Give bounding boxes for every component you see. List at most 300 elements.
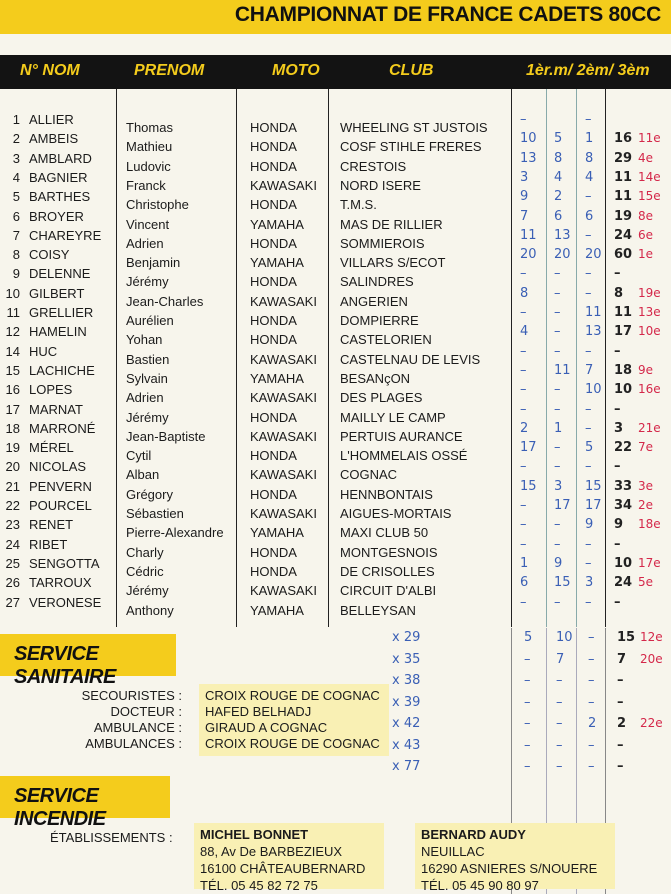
rider-number: 22 bbox=[5, 498, 20, 513]
result-manche-3: – bbox=[588, 694, 595, 710]
result-total: 24 bbox=[614, 227, 633, 243]
value-secouristes: CROIX ROUGE DE COGNAC bbox=[205, 688, 380, 703]
result-total: 19 bbox=[614, 208, 633, 224]
result-manche-3: 15 bbox=[585, 478, 602, 494]
service-incendie-title: SERVICE INCENDIE bbox=[14, 785, 106, 830]
label-etablissements: ÉTABLISSEMENTS : bbox=[50, 830, 173, 845]
result-manche-2: 2 bbox=[554, 189, 563, 205]
rider-club: CRESTOIS bbox=[340, 158, 407, 174]
result-manche-2: – bbox=[554, 517, 561, 533]
result-rank: 18e bbox=[638, 517, 661, 532]
result-total: 29 bbox=[614, 150, 633, 166]
rider-firstname: Thomas bbox=[126, 120, 173, 135]
result-manche-1: – bbox=[520, 401, 527, 417]
result-manche-2: 10 bbox=[556, 630, 573, 645]
rider-firstname: Jérémy bbox=[126, 409, 169, 425]
result-manche-2: – bbox=[554, 266, 561, 282]
rider-firstname: Vincent bbox=[126, 216, 170, 232]
result-rank: 3e bbox=[638, 478, 654, 493]
rider-number: 6 bbox=[12, 208, 20, 224]
result-rank: 14e bbox=[638, 169, 661, 184]
result-manche-3: 8 bbox=[585, 150, 594, 166]
result-manche-2: 1 bbox=[554, 420, 563, 436]
result-total: 11 bbox=[614, 169, 633, 185]
rider-firstname: Jean-Charles bbox=[126, 293, 204, 309]
result-manche-3: – bbox=[585, 189, 592, 205]
table-row bbox=[0, 478, 671, 502]
rider-number: 10 bbox=[5, 285, 20, 301]
result-total: 22 bbox=[614, 440, 633, 456]
table-row bbox=[0, 517, 671, 541]
result-manche-3: 4 bbox=[585, 169, 594, 185]
rider-moto: HONDA bbox=[250, 448, 297, 464]
rider-number: 7 bbox=[12, 227, 20, 243]
company-card bbox=[194, 823, 384, 893]
rider-moto: HONDA bbox=[250, 332, 297, 348]
result-manche-3: – bbox=[588, 759, 595, 774]
result-manche-1: – bbox=[520, 594, 527, 610]
result-manche-3: 11 bbox=[585, 305, 602, 320]
rider-club: MAS DE RILLIER bbox=[340, 216, 443, 232]
result-rank: 21e bbox=[638, 420, 661, 435]
result-total: 11 bbox=[614, 189, 633, 205]
result-total: 15 bbox=[617, 630, 636, 645]
result-total: 33 bbox=[614, 478, 633, 494]
result-manche-2: – bbox=[556, 716, 563, 731]
rider-firstname: Jérémy bbox=[126, 583, 169, 599]
rider-firstname: Christophe bbox=[126, 197, 189, 213]
rider-moto: HONDA bbox=[250, 313, 297, 328]
table-row bbox=[0, 630, 671, 649]
rider-club: DOMPIERRE bbox=[340, 313, 419, 328]
label-ambulances: AMBULANCES : bbox=[85, 736, 182, 751]
result-manche-2: 20 bbox=[554, 247, 571, 263]
result-manche-1: 1 bbox=[520, 555, 529, 571]
result-manche-3: – bbox=[585, 227, 592, 243]
table-row bbox=[0, 382, 671, 406]
rider-number: 26 bbox=[5, 575, 20, 591]
result-manche-2: – bbox=[556, 737, 563, 753]
result-rank: 8e bbox=[638, 208, 654, 223]
result-manche-3: – bbox=[585, 420, 592, 436]
result-total: 34 bbox=[614, 498, 633, 513]
result-manche-1: 4 bbox=[520, 324, 529, 340]
result-manche-3: – bbox=[585, 459, 592, 475]
rider-moto: HONDA bbox=[250, 486, 297, 502]
result-manche-2: – bbox=[556, 673, 563, 688]
table-row bbox=[0, 112, 671, 135]
rider-number: 4 bbox=[12, 169, 20, 185]
table-row bbox=[0, 285, 671, 309]
result-manche-3: 10 bbox=[585, 382, 602, 398]
result-rank: 9e bbox=[638, 362, 654, 377]
rider-moto: HONDA bbox=[250, 235, 297, 251]
company-name: MICHEL BONNET bbox=[200, 827, 309, 842]
rider-number: 17 bbox=[5, 401, 20, 417]
rider-club: MAILLY LE CAMP bbox=[340, 409, 446, 425]
rider-name: CHAREYRE bbox=[29, 227, 102, 243]
rider-number: 1 bbox=[12, 112, 20, 127]
table-row bbox=[0, 189, 671, 213]
result-manche-1: – bbox=[524, 651, 531, 667]
result-manche-1: 3 bbox=[520, 169, 529, 185]
company-phone: TÉL. 05 45 82 72 75 bbox=[200, 878, 318, 893]
table-header bbox=[0, 55, 671, 89]
rider-firstname: Adrien bbox=[126, 390, 164, 406]
result-manche-2: – bbox=[554, 401, 561, 417]
rider-name: HAMELIN bbox=[29, 324, 87, 340]
rider-moto: KAWASAKI bbox=[250, 467, 317, 483]
table-row bbox=[0, 652, 671, 671]
table-row bbox=[0, 594, 671, 618]
result-manche-1: 5 bbox=[524, 630, 533, 645]
header-num-nom: N° NOM bbox=[20, 62, 80, 79]
extra-number: x 38 bbox=[392, 673, 421, 688]
rider-moto: HONDA bbox=[250, 274, 297, 290]
rider-name: HUC bbox=[29, 343, 58, 359]
result-manche-2: – bbox=[554, 305, 561, 320]
rider-firstname: Yohan bbox=[126, 332, 163, 348]
result-manche-3: 3 bbox=[585, 575, 594, 591]
rider-number: 11 bbox=[6, 305, 20, 320]
rider-firstname: Adrien bbox=[126, 235, 164, 251]
result-manche-2: – bbox=[554, 594, 561, 610]
result-rank: 7e bbox=[638, 440, 654, 455]
rider-name: SENGOTTA bbox=[29, 555, 100, 571]
result-manche-3: – bbox=[585, 594, 592, 610]
label-ambulance: AMBULANCE : bbox=[93, 720, 182, 735]
rider-name: LACHICHE bbox=[29, 362, 95, 378]
rider-number: 15 bbox=[5, 362, 20, 378]
table-row bbox=[0, 575, 671, 599]
result-manche-1: 13 bbox=[520, 150, 537, 166]
table-row bbox=[0, 150, 671, 174]
result-manche-1: – bbox=[524, 716, 531, 731]
rider-club: BELLEYSAN bbox=[340, 602, 416, 618]
company-phone: TÉL. 05 45 90 80 97 bbox=[421, 878, 539, 893]
table-row bbox=[0, 420, 671, 444]
rider-number: 25 bbox=[5, 555, 20, 571]
table-row bbox=[0, 266, 671, 290]
rider-name: DELENNE bbox=[29, 266, 91, 282]
rider-number: 18 bbox=[5, 420, 20, 436]
result-manche-1: 15 bbox=[520, 478, 537, 494]
extra-number: x 29 bbox=[392, 630, 421, 645]
result-total: 16 bbox=[614, 131, 633, 147]
value-ambulances: CROIX ROUGE DE COGNAC bbox=[205, 736, 380, 751]
result-total: 9 bbox=[614, 517, 624, 533]
rider-name: AMBEIS bbox=[29, 131, 79, 147]
result-manche-3: – bbox=[585, 266, 592, 282]
rider-name: MARNAT bbox=[29, 401, 83, 417]
result-total: – bbox=[614, 401, 621, 417]
rider-firstname: Bastien bbox=[126, 351, 170, 367]
result-manche-1: – bbox=[520, 517, 527, 533]
result-manche-2: 17 bbox=[554, 498, 571, 513]
result-manche-2: – bbox=[554, 343, 561, 359]
result-rank: 1e bbox=[638, 247, 654, 262]
result-manche-2: 4 bbox=[554, 169, 563, 185]
rider-club: SOMMIEROIS bbox=[340, 235, 425, 251]
page-title: CHAMPIONNAT DE FRANCE CADETS 80CC bbox=[234, 3, 661, 26]
rider-club: WHEELING ST JUSTOIS bbox=[340, 120, 488, 135]
rider-club: T.M.S. bbox=[340, 197, 377, 213]
rider-number: 12 bbox=[5, 324, 20, 340]
result-total: – bbox=[614, 343, 621, 359]
result-total: – bbox=[614, 594, 621, 610]
result-manche-1: – bbox=[520, 305, 527, 320]
result-manche-2: 11 bbox=[554, 362, 571, 378]
result-rank: 16e bbox=[638, 382, 661, 397]
table-row bbox=[0, 343, 671, 367]
result-manche-1: – bbox=[524, 673, 531, 688]
rider-moto: HONDA bbox=[250, 139, 297, 155]
rider-club: MAXI CLUB 50 bbox=[340, 525, 429, 541]
result-total: – bbox=[614, 459, 621, 475]
rider-club: PERTUIS AURANCE bbox=[340, 428, 463, 444]
result-manche-3: 2 bbox=[588, 716, 597, 731]
rider-name: AMBLARD bbox=[29, 150, 92, 166]
table-row bbox=[0, 498, 671, 521]
rider-name: COISY bbox=[29, 247, 70, 263]
table-row bbox=[0, 247, 671, 271]
result-rank: 20e bbox=[640, 651, 663, 666]
rider-firstname: Anthony bbox=[126, 602, 174, 618]
rider-name: MARRONÉ bbox=[29, 420, 96, 436]
result-total: 8 bbox=[614, 285, 624, 301]
result-manche-2: – bbox=[556, 694, 563, 710]
rider-club: AIGUES-MORTAIS bbox=[340, 506, 452, 521]
result-total: – bbox=[617, 759, 624, 774]
rider-moto: HONDA bbox=[250, 544, 297, 560]
result-manche-3: – bbox=[588, 630, 595, 645]
result-manche-1: 2 bbox=[520, 420, 529, 436]
rider-club: SALINDRES bbox=[340, 274, 414, 290]
company-address: 88, Av De BARBEZIEUX bbox=[200, 844, 343, 859]
rider-moto: KAWASAKI bbox=[250, 506, 317, 521]
result-manche-1: – bbox=[520, 459, 527, 475]
rider-club: ANGERIEN bbox=[340, 293, 408, 309]
rider-number: 3 bbox=[12, 150, 20, 166]
result-manche-1: – bbox=[520, 112, 527, 127]
table-row bbox=[0, 305, 671, 328]
result-manche-2: – bbox=[554, 382, 561, 398]
result-manche-3: – bbox=[585, 112, 592, 127]
rider-firstname: Ludovic bbox=[126, 158, 171, 174]
rider-club: DES PLAGES bbox=[340, 390, 423, 406]
result-manche-1: – bbox=[524, 759, 531, 774]
rider-club: NORD ISERE bbox=[340, 177, 421, 193]
result-manche-1: 20 bbox=[520, 247, 537, 263]
result-manche-1: – bbox=[520, 362, 527, 378]
rider-firstname: Cytil bbox=[126, 448, 152, 464]
separator-strip bbox=[0, 34, 671, 56]
result-rank: 13e bbox=[638, 305, 661, 319]
rider-club: CASTELORIEN bbox=[340, 332, 432, 348]
table-row bbox=[0, 227, 671, 251]
table-row bbox=[0, 208, 671, 232]
result-total: 24 bbox=[614, 575, 633, 591]
rider-firstname: Franck bbox=[126, 177, 166, 193]
rider-name: TARROUX bbox=[29, 575, 92, 591]
sanitaire-box bbox=[199, 684, 389, 756]
result-total: – bbox=[617, 737, 624, 753]
rider-number: 16 bbox=[5, 382, 20, 398]
result-manche-2: 6 bbox=[554, 208, 563, 224]
rider-number: 19 bbox=[5, 440, 20, 456]
result-rank: 5e bbox=[638, 575, 654, 590]
result-manche-2: 7 bbox=[556, 651, 565, 667]
result-manche-2: – bbox=[554, 440, 561, 456]
result-manche-1: – bbox=[520, 536, 527, 552]
result-rank: 4e bbox=[638, 150, 654, 165]
result-manche-2: – bbox=[554, 536, 561, 552]
result-rank: 17e bbox=[638, 555, 661, 570]
company-city: 16290 ASNIERES S/NOUERE bbox=[421, 861, 598, 876]
table-row bbox=[0, 131, 671, 155]
result-manche-3: 13 bbox=[585, 324, 602, 340]
result-rank: 15e bbox=[638, 189, 661, 204]
rider-number: 8 bbox=[12, 247, 20, 263]
rider-name: RIBET bbox=[29, 536, 68, 552]
rider-club: HENNBONTAIS bbox=[340, 486, 433, 502]
result-total: 18 bbox=[614, 362, 633, 378]
rider-moto: YAMAHA bbox=[250, 255, 304, 271]
table-row bbox=[0, 459, 671, 483]
result-manche-1: – bbox=[520, 382, 527, 398]
result-manche-3: – bbox=[585, 343, 592, 359]
result-manche-3: 5 bbox=[585, 440, 594, 456]
rider-name: BROYER bbox=[29, 208, 84, 224]
rider-number: 23 bbox=[5, 517, 20, 533]
table-row bbox=[0, 324, 671, 348]
rider-moto: KAWASAKI bbox=[250, 351, 317, 367]
rider-name: PENVERN bbox=[29, 478, 92, 494]
rider-number: 24 bbox=[5, 536, 20, 552]
result-manche-3: – bbox=[585, 536, 592, 552]
rider-club: BESANçON bbox=[340, 370, 411, 386]
rider-number: 14 bbox=[5, 343, 20, 359]
result-manche-1: – bbox=[520, 266, 527, 282]
rider-firstname: Sébastien bbox=[126, 506, 184, 521]
rider-name: RENET bbox=[29, 517, 74, 533]
result-manche-1: 10 bbox=[520, 131, 537, 147]
rider-firstname: Jérémy bbox=[126, 274, 169, 290]
result-manche-3: 17 bbox=[585, 498, 602, 513]
result-total: – bbox=[614, 266, 621, 282]
result-manche-3: – bbox=[585, 401, 592, 417]
rider-firstname: Jean-Baptiste bbox=[126, 428, 206, 444]
rider-moto: KAWASAKI bbox=[250, 583, 317, 599]
extra-number: x 35 bbox=[392, 651, 421, 667]
rider-name: GRELLIER bbox=[29, 305, 94, 320]
rider-moto: YAMAHA bbox=[250, 370, 304, 386]
result-manche-1: 9 bbox=[520, 189, 529, 205]
result-total: 7 bbox=[617, 651, 627, 667]
rider-name: MÉREL bbox=[29, 440, 74, 456]
rider-club: COSF STIHLE FRERES bbox=[340, 139, 482, 155]
result-rank: 12e bbox=[640, 630, 663, 644]
rider-firstname: Cédric bbox=[126, 563, 164, 579]
rider-number: 20 bbox=[5, 459, 20, 475]
rider-moto: HONDA bbox=[250, 563, 297, 579]
result-manche-3: – bbox=[585, 285, 592, 301]
result-manche-2: 8 bbox=[554, 150, 563, 166]
rider-number: 5 bbox=[12, 189, 20, 205]
rider-name: BARTHES bbox=[29, 189, 91, 205]
rider-moto: HONDA bbox=[250, 197, 297, 213]
result-manche-1: 17 bbox=[520, 440, 537, 456]
result-total: 2 bbox=[617, 716, 627, 731]
rider-club: CASTELNAU DE LEVIS bbox=[340, 351, 481, 367]
result-total: 60 bbox=[614, 247, 633, 263]
rider-moto: HONDA bbox=[250, 158, 297, 174]
result-total: 3 bbox=[614, 420, 624, 436]
rider-name: NICOLAS bbox=[29, 459, 87, 475]
result-manche-1: – bbox=[520, 343, 527, 359]
table-row bbox=[0, 401, 671, 425]
result-rank: 19e bbox=[638, 285, 661, 300]
table-row bbox=[0, 169, 671, 193]
result-manche-2: 5 bbox=[554, 131, 563, 147]
value-ambulance: GIRAUD A COGNAC bbox=[205, 720, 328, 735]
label-docteur: DOCTEUR : bbox=[110, 704, 182, 719]
rider-firstname: Pierre-Alexandre bbox=[126, 525, 224, 541]
rider-name: ALLIER bbox=[29, 112, 74, 127]
rider-firstname: Benjamin bbox=[126, 255, 181, 271]
result-total: – bbox=[617, 673, 624, 688]
rider-moto: KAWASAKI bbox=[250, 390, 317, 406]
result-manche-3: 7 bbox=[585, 362, 594, 378]
rider-club: DE CRISOLLES bbox=[340, 563, 435, 579]
rider-name: LOPES bbox=[29, 382, 73, 398]
table-row bbox=[0, 536, 671, 560]
result-rank: 11e bbox=[638, 131, 661, 146]
extra-number: x 43 bbox=[392, 737, 421, 753]
result-total: 10 bbox=[614, 382, 633, 398]
result-rank: 10e bbox=[638, 324, 661, 339]
rider-firstname: Charly bbox=[126, 544, 164, 560]
table-row bbox=[0, 555, 671, 579]
result-manche-1: 6 bbox=[520, 575, 529, 591]
rider-moto: KAWASAKI bbox=[250, 293, 317, 309]
rider-name: POURCEL bbox=[29, 498, 92, 513]
table-row bbox=[0, 440, 671, 464]
label-secouristes: SECOURISTES : bbox=[81, 688, 182, 703]
rider-club: MONTGESNOIS bbox=[340, 544, 438, 560]
rider-moto: KAWASAKI bbox=[250, 428, 317, 444]
rider-moto: YAMAHA bbox=[250, 525, 304, 541]
rider-firstname: Aurélien bbox=[126, 313, 174, 328]
rider-name: VERONESE bbox=[29, 594, 102, 610]
service-incendie-bar bbox=[0, 776, 170, 830]
result-manche-3: 9 bbox=[585, 517, 594, 533]
company-card bbox=[415, 823, 615, 893]
result-manche-3: 1 bbox=[585, 131, 594, 147]
header-club: CLUB bbox=[389, 62, 434, 79]
result-manche-2: – bbox=[556, 759, 563, 774]
rider-club: COGNAC bbox=[340, 467, 398, 483]
result-manche-1: 8 bbox=[520, 285, 529, 301]
rider-number: 2 bbox=[12, 131, 20, 147]
result-total: – bbox=[614, 536, 621, 552]
result-manche-3: – bbox=[585, 555, 592, 571]
company-address: NEUILLAC bbox=[421, 844, 485, 859]
company-name: BERNARD AUDY bbox=[421, 827, 526, 842]
result-manche-1: 11 bbox=[520, 227, 537, 243]
result-manche-2: 3 bbox=[554, 478, 563, 494]
rider-name: GILBERT bbox=[29, 285, 85, 301]
